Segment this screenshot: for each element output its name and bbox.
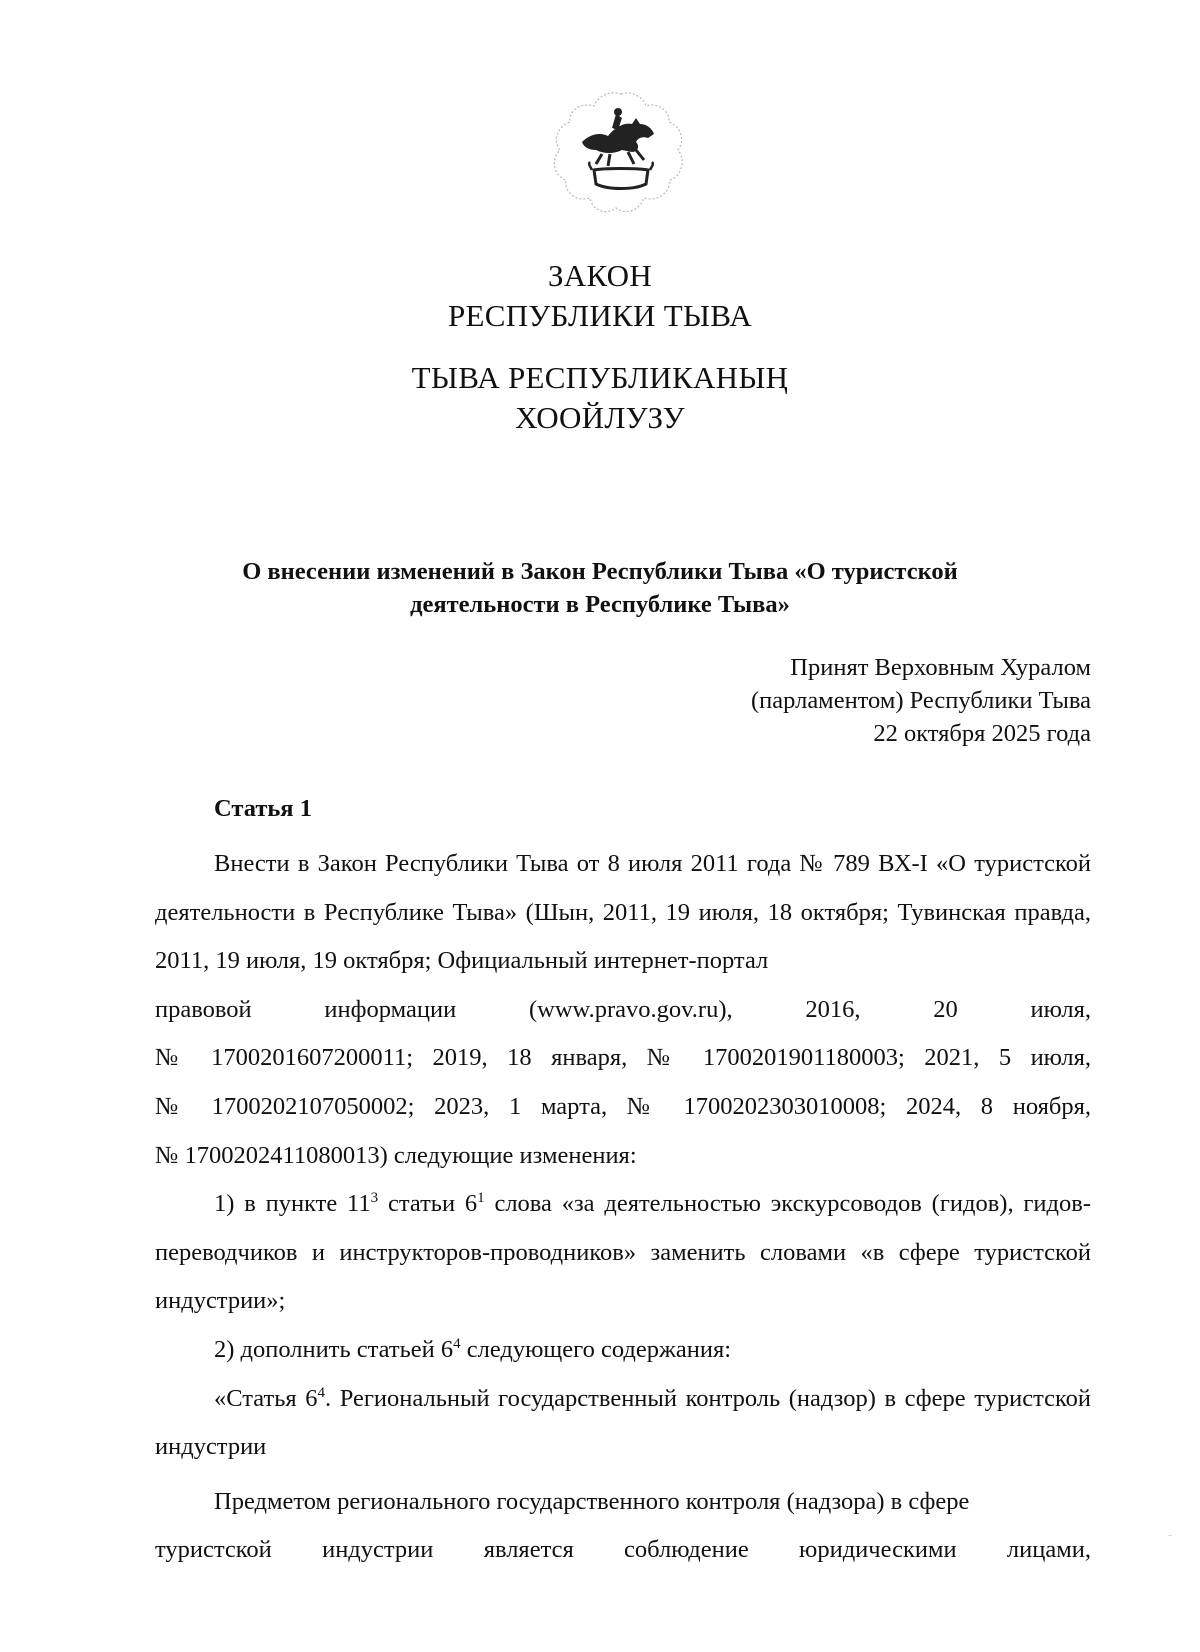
- article-1-item-1: [155, 1180, 1091, 1326]
- law-title-tyv: [0, 358, 1200, 438]
- subject-para-line2: туристской индустрии является соблюдение юридическими лицами,: [155, 1536, 1091, 1564]
- new-article-sup: 4: [317, 1384, 325, 1401]
- adoption-line2: (парламентом) Республики Тыва: [751, 687, 1091, 714]
- law-title-tyv-line2: ХООЙЛУЗУ: [515, 400, 685, 435]
- new-article-text-b: . Региональный государственный контроль (надзор) в сфере туристской индустрии: [155, 1384, 1091, 1461]
- adoption-info: [751, 651, 1091, 750]
- law-title-ru: [0, 256, 1200, 336]
- item-1-text-a: 1) в пункте 11: [214, 1190, 371, 1218]
- adoption-line1: Принят Верховным Хуралом: [790, 654, 1091, 681]
- law-subject-line1: О внесении изменений в Закон Республики Тыва «О туристской: [242, 558, 958, 585]
- item-1-text-c: слова «за деятельностью экскурсоводов (гидов), гидов-переводчиков и инструкторов-проводников» заменить словами «в сфере туристской индустрии»;: [155, 1190, 1091, 1315]
- article-1-intro-line6: № 1700202107050002; 2023, 1 марта, № 1700202303010008; 2024, 8 ноября,: [155, 1092, 1091, 1120]
- law-title-tyv-line1: ТЫВА РЕСПУБЛИКАНЫҢ: [411, 360, 789, 395]
- subject-para-line1: Предметом регионального государственного контроля (надзора) в сфере: [214, 1487, 970, 1515]
- article-1-intro-line7: № 1700202411080013) следующие изменения:: [155, 1141, 637, 1169]
- law-subject-line2: деятельности в Республике Тыва»: [410, 591, 790, 618]
- item-2-text-a: 2) дополнить статьей 6: [214, 1335, 454, 1363]
- item-1-sup-2: 1: [477, 1190, 485, 1206]
- item-2-sup: 4: [453, 1335, 461, 1352]
- item-1-text-b: статьи 6: [378, 1190, 478, 1218]
- law-title-ru-line2: РЕСПУБЛИКИ ТЫВА: [447, 298, 753, 333]
- item-1-sup-1: 3: [370, 1190, 379, 1206]
- article-1-item-2: [155, 1326, 1091, 1375]
- law-subject: [150, 555, 1050, 621]
- article-1-intro-text: Внести в Закон Республики Тыва от 8 июля 2011 года № 789 ВХ-I «О туристской деятельности в Республике Тыва» (Шын, 2011, 19 июля, 18 октября; Тувинская правда, 2011, 19 июля, 19 октября; Официальный интернет-портал: [155, 850, 1091, 975]
- adoption-date: 22 октября 2025 года: [873, 720, 1091, 747]
- item-2-text-b: следующего содержания:: [460, 1335, 732, 1363]
- article-1-intro-line5: № 1700201607200011; 2019, 18 января, № 1700201901180003; 2021, 5 июля,: [155, 1044, 1091, 1072]
- new-article-6-4-heading: [155, 1375, 1091, 1472]
- scan-artifact: [1168, 1535, 1172, 1536]
- new-article-text-a: «Статья 6: [214, 1384, 318, 1412]
- article-1-intro: [155, 840, 1091, 1180]
- law-title-ru-line1: ЗАКОН: [547, 258, 653, 293]
- article-1-intro-line4: правовой информации (www.pravo.gov.ru), 2016, 20 июля,: [155, 995, 1091, 1023]
- article-1-body: [155, 840, 1091, 1575]
- article-1-heading: Статья 1: [214, 795, 312, 822]
- tuva-emblem-icon: [552, 88, 690, 218]
- new-article-subject-para: [155, 1478, 1091, 1575]
